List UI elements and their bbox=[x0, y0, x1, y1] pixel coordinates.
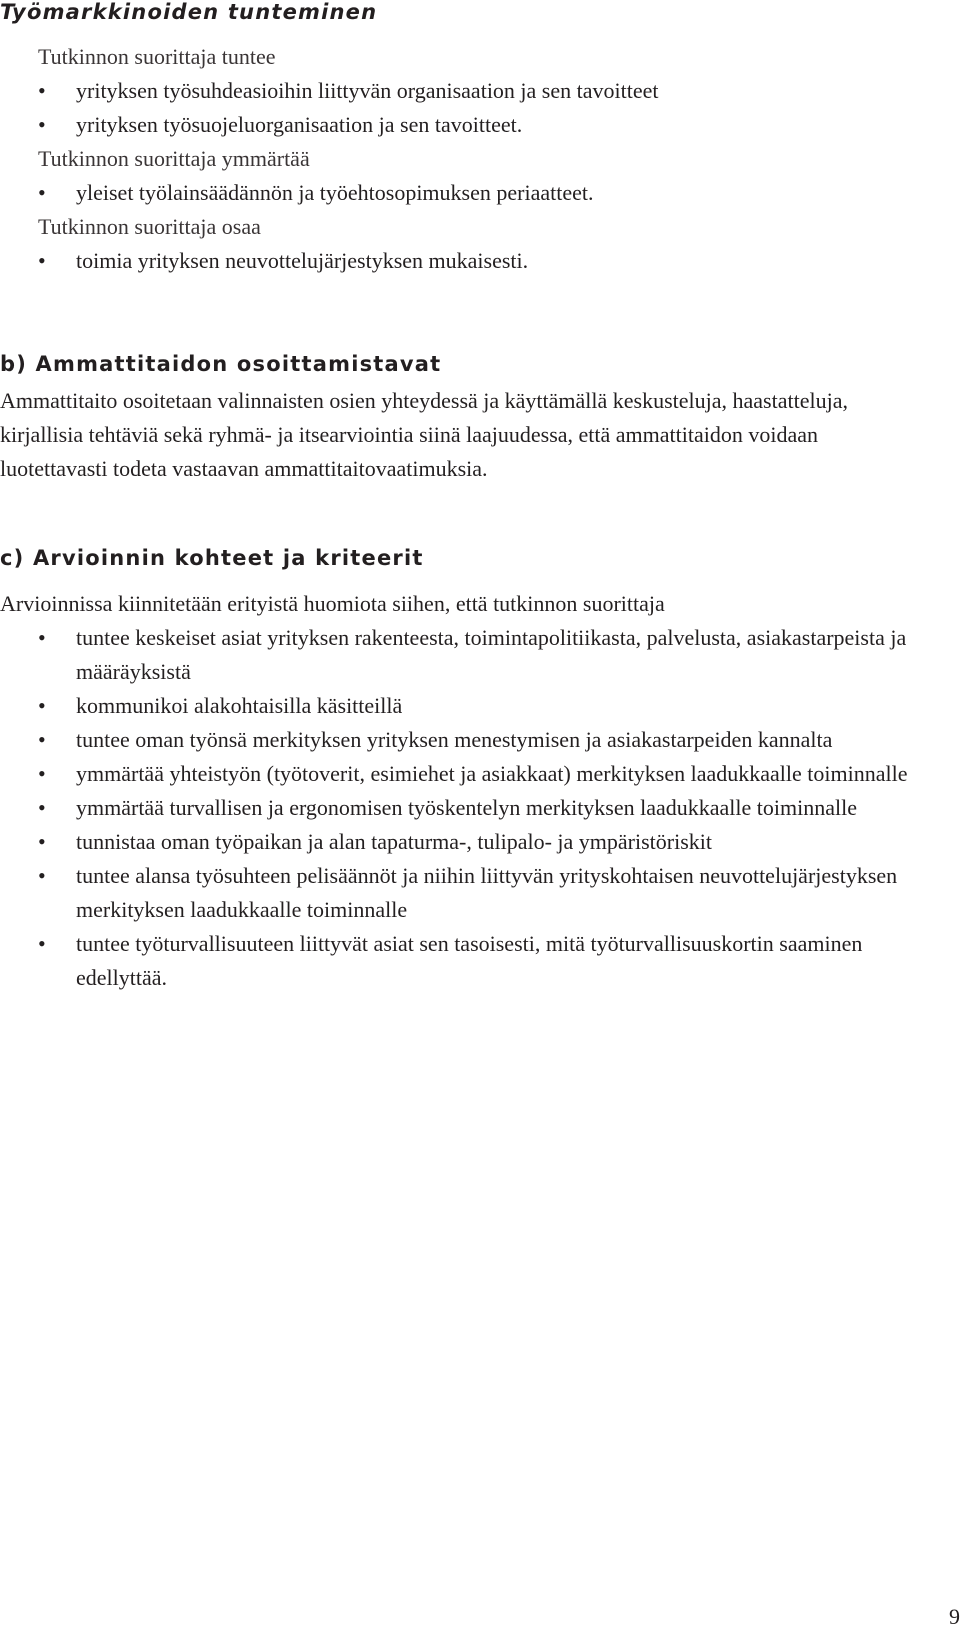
list-item: • yrityksen työsuojeluorganisaation ja sen tavoitteet. bbox=[38, 108, 938, 142]
section-heading-market: Työmarkkinoiden tunteminen bbox=[0, 0, 378, 24]
bullet-icon: • bbox=[38, 78, 46, 103]
bullet-icon: • bbox=[38, 863, 46, 888]
bullet-icon: • bbox=[38, 112, 46, 137]
bullet-icon: • bbox=[38, 795, 46, 820]
lead-osaa: Tutkinnon suorittaja osaa bbox=[38, 214, 261, 239]
list-item: • kommunikoi alakohtaisilla käsitteillä bbox=[0, 689, 940, 723]
list-osaa bbox=[38, 244, 938, 278]
list-item: • tunnistaa oman työpaikan ja alan tapaturma-, tulipalo- ja ympäristöriskit bbox=[0, 825, 940, 859]
list-item: • yrityksen työsuhdeasioihin liittyvän organisaation ja sen tavoitteet bbox=[38, 74, 938, 108]
list-item: • tuntee alansa työsuhteen pelisäännöt ja niihin liittyvän yrityskohtaisen neuvottelujärjestyksen merkityksen laadukkaalle toiminnalle bbox=[0, 859, 940, 927]
section-c-block bbox=[0, 587, 940, 995]
bullet-icon: • bbox=[38, 829, 46, 854]
section-a-block bbox=[38, 40, 938, 278]
lead-tuntee: Tutkinnon suorittaja tuntee bbox=[38, 44, 276, 69]
section-heading-b: b) Ammattitaidon osoittamistavat bbox=[0, 352, 442, 376]
bullet-icon: • bbox=[38, 248, 46, 273]
criteria-list bbox=[0, 621, 940, 995]
section-c-intro: Arvioinnissa kiinnitetään erityistä huomiota siihen, että tutkinnon suorittaja bbox=[0, 591, 665, 616]
list-item: • ymmärtää yhteistyön (työtoverit, esimiehet ja asiakkaat) merkityksen laadukkaalle toiminnalle bbox=[0, 757, 940, 791]
lead-ymmartaa: Tutkinnon suorittaja ymmärtää bbox=[38, 146, 310, 171]
bullet-icon: • bbox=[38, 727, 46, 752]
list-item: • yleiset työlainsäädännön ja työehtosopimuksen periaatteet. bbox=[38, 176, 938, 210]
bullet-icon: • bbox=[38, 761, 46, 786]
section-b-paragraph: Ammattitaito osoitetaan valinnaisten osien yhteydessä ja käyttämällä keskusteluja, haastatteluja, kirjallisia tehtäviä sekä ryhmä- ja itsearviointia siinä laajuudessa, että ammattitaidon voidaan luotettavasti todeta vastaavan ammattitaitovaatimuksia. bbox=[0, 388, 848, 481]
bullet-icon: • bbox=[38, 693, 46, 718]
list-item: • tuntee keskeiset asiat yrityksen rakenteesta, toimintapolitiikasta, palvelusta, asiakastarpeista ja määräyksistä bbox=[0, 621, 940, 689]
list-item: • tuntee oman työnsä merkityksen yrityksen menestymisen ja asiakastarpeiden kannalta bbox=[0, 723, 940, 757]
bullet-icon: • bbox=[38, 931, 46, 956]
list-item: • toimia yrityksen neuvottelujärjestyksen mukaisesti. bbox=[38, 244, 938, 278]
list-item: • tuntee työturvallisuuteen liittyvät asiat sen tasoisesti, mitä työturvallisuuskortin saaminen edellyttää. bbox=[0, 927, 940, 995]
list-tuntee bbox=[38, 74, 938, 142]
bullet-icon: • bbox=[38, 625, 46, 650]
page-number: 9 bbox=[949, 1604, 960, 1629]
list-ymmartaa bbox=[38, 176, 938, 210]
list-item: • ymmärtää turvallisen ja ergonomisen työskentelyn merkityksen laadukkaalle toiminnalle bbox=[0, 791, 940, 825]
bullet-icon: • bbox=[38, 180, 46, 205]
section-heading-c: c) Arvioinnin kohteet ja kriteerit bbox=[0, 546, 424, 570]
